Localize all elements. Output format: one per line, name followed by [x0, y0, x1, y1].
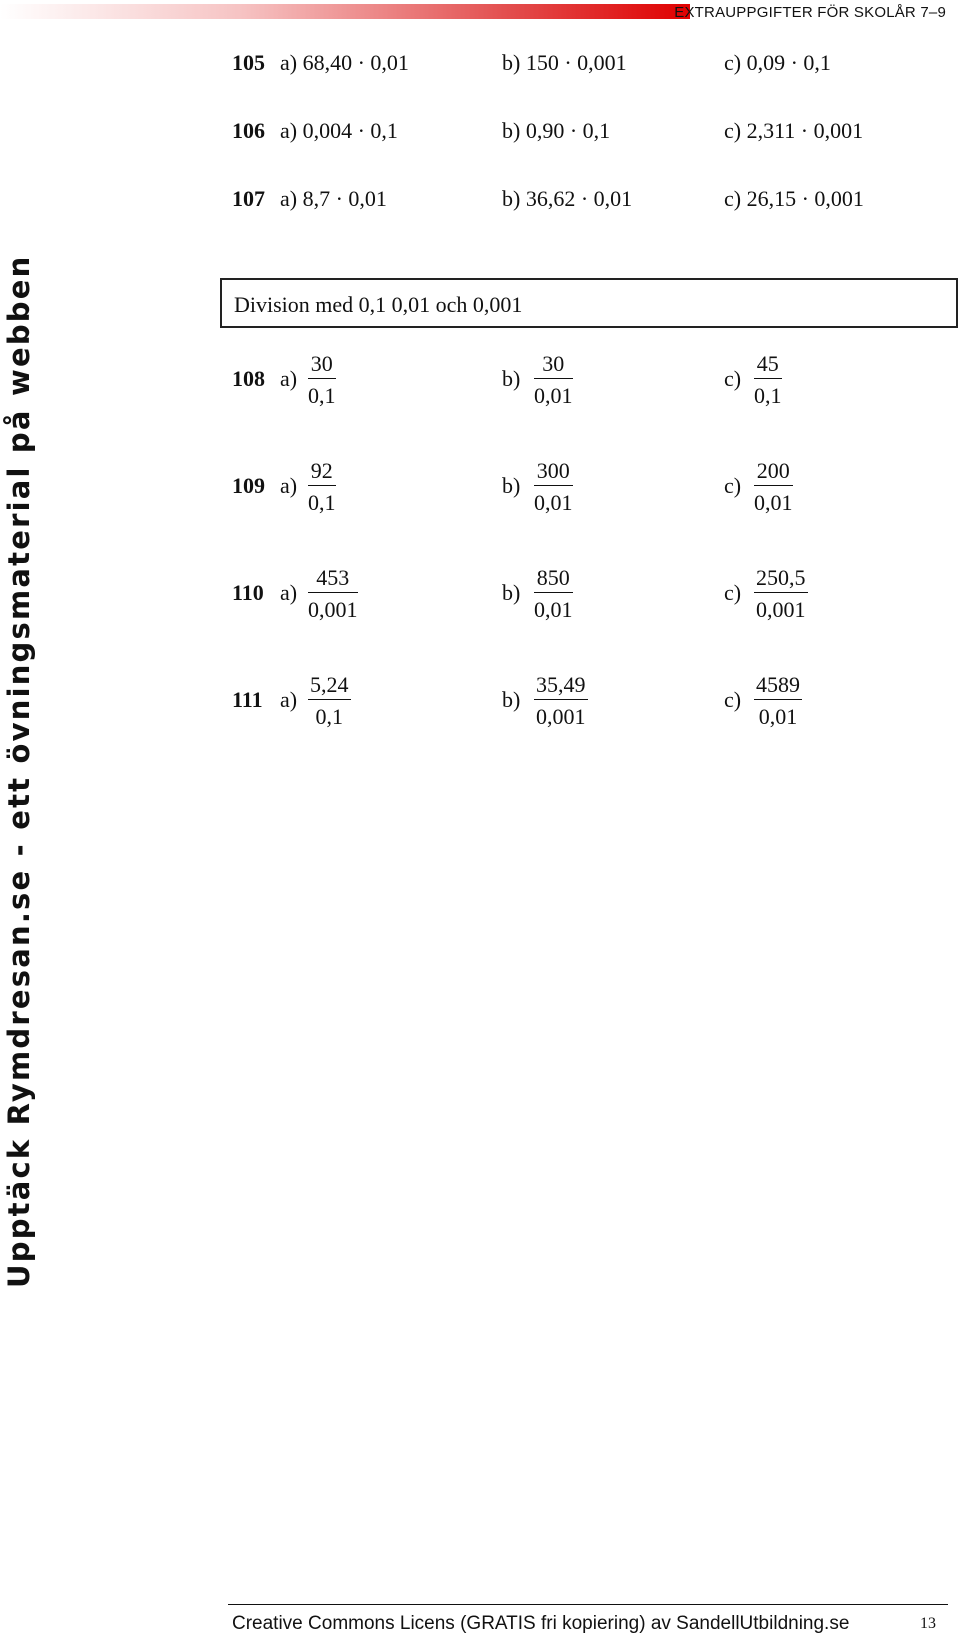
- exercise-part-a: a) 0,004 · 0,1: [280, 118, 398, 143]
- part-label: c): [724, 473, 742, 498]
- part-label: c): [724, 580, 742, 605]
- fraction: [534, 564, 573, 627]
- exercise-part-a: a) 68,40 · 0,01: [280, 50, 409, 75]
- numerator: 45: [754, 350, 782, 379]
- numerator: 250,5: [754, 564, 808, 593]
- denominator: 0,1: [315, 704, 343, 729]
- fraction: [754, 564, 808, 627]
- numerator: 35,49: [534, 671, 588, 700]
- exercise-row-106: [232, 118, 932, 148]
- exercise-row-109: [232, 449, 932, 529]
- header-title: [674, 4, 946, 21]
- part-label: c): [724, 366, 742, 391]
- part-label: a): [280, 366, 298, 391]
- section-heading-box: [220, 278, 958, 328]
- exercise-part-c: c) 0,09 · 0,1: [724, 50, 831, 75]
- part-label: b): [502, 366, 521, 391]
- numerator: 200: [754, 457, 793, 486]
- numerator: 300: [534, 457, 573, 486]
- denominator: 0,1: [308, 383, 336, 408]
- part-label: b): [502, 687, 521, 712]
- exercise-number: 111: [232, 687, 263, 712]
- numerator: 5,24: [308, 671, 351, 700]
- fraction: [754, 350, 782, 413]
- exercise-number: 108: [232, 366, 265, 391]
- denominator: 0,01: [754, 490, 793, 515]
- fraction: [534, 350, 573, 413]
- fraction: [308, 671, 351, 734]
- fraction: [754, 671, 802, 734]
- footer-license-text: Creative Commons Licens (GRATIS fri kopiering) av SandellUtbildning.se: [232, 1613, 850, 1634]
- part-label: b): [502, 580, 521, 605]
- numerator: 30: [534, 350, 573, 379]
- numerator: 4589: [754, 671, 802, 700]
- exercise-row-107: [232, 186, 932, 216]
- exercise-part-a: a) 8,7 · 0,01: [280, 186, 387, 211]
- header-title-caps: EXTRAUPPGIFTER FÖR SKOLÅR: [674, 4, 916, 21]
- denominator: 0,1: [308, 490, 336, 515]
- fraction: [534, 457, 573, 520]
- numerator: 453: [308, 564, 358, 593]
- sidebar-vertical-text: Upptäck Rymdresan.se - ett övningsmaterial på webben: [2, 254, 36, 1288]
- fraction: [534, 671, 588, 734]
- exercise-number: 105: [232, 50, 265, 75]
- exercise-part-b: b) 36,62 · 0,01: [502, 186, 633, 211]
- exercise-row-111: [232, 663, 932, 743]
- exercise-row-110: [232, 556, 932, 636]
- denominator: 0,01: [758, 704, 798, 729]
- exercise-number: 107: [232, 186, 265, 211]
- page-number: 13: [920, 1615, 936, 1632]
- exercise-number: 109: [232, 473, 265, 498]
- section-title: Division med 0,1 0,01 och 0,001: [234, 292, 523, 317]
- part-label: a): [280, 580, 298, 605]
- exercise-part-b: b) 0,90 · 0,1: [502, 118, 611, 143]
- header-title-range: 7–9: [920, 4, 946, 21]
- denominator: 0,001: [308, 597, 358, 622]
- denominator: 0,1: [754, 383, 782, 408]
- exercise-part-b: b) 150 · 0,001: [502, 50, 627, 75]
- denominator: 0,001: [536, 704, 586, 729]
- numerator: 850: [534, 564, 573, 593]
- part-label: c): [724, 687, 742, 712]
- fraction: [308, 564, 358, 627]
- header-gradient-bar: [0, 4, 690, 19]
- numerator: 30: [308, 350, 336, 379]
- denominator: 0,01: [534, 597, 573, 622]
- fraction: [308, 457, 336, 520]
- part-label: b): [502, 473, 521, 498]
- denominator: 0,001: [756, 597, 806, 622]
- fraction: [308, 350, 336, 413]
- part-label: a): [280, 687, 298, 712]
- part-label: a): [280, 473, 298, 498]
- denominator: 0,01: [534, 490, 573, 515]
- numerator: 92: [308, 457, 336, 486]
- exercise-row-108: [232, 342, 932, 422]
- denominator: 0,01: [534, 383, 573, 408]
- footer-divider: [228, 1604, 948, 1605]
- exercise-number: 110: [232, 580, 264, 605]
- exercise-part-c: c) 2,311 · 0,001: [724, 118, 864, 143]
- fraction: [754, 457, 793, 520]
- exercise-row-105: [232, 50, 932, 80]
- exercise-number: 106: [232, 118, 265, 143]
- exercise-part-c: c) 26,15 · 0,001: [724, 186, 864, 211]
